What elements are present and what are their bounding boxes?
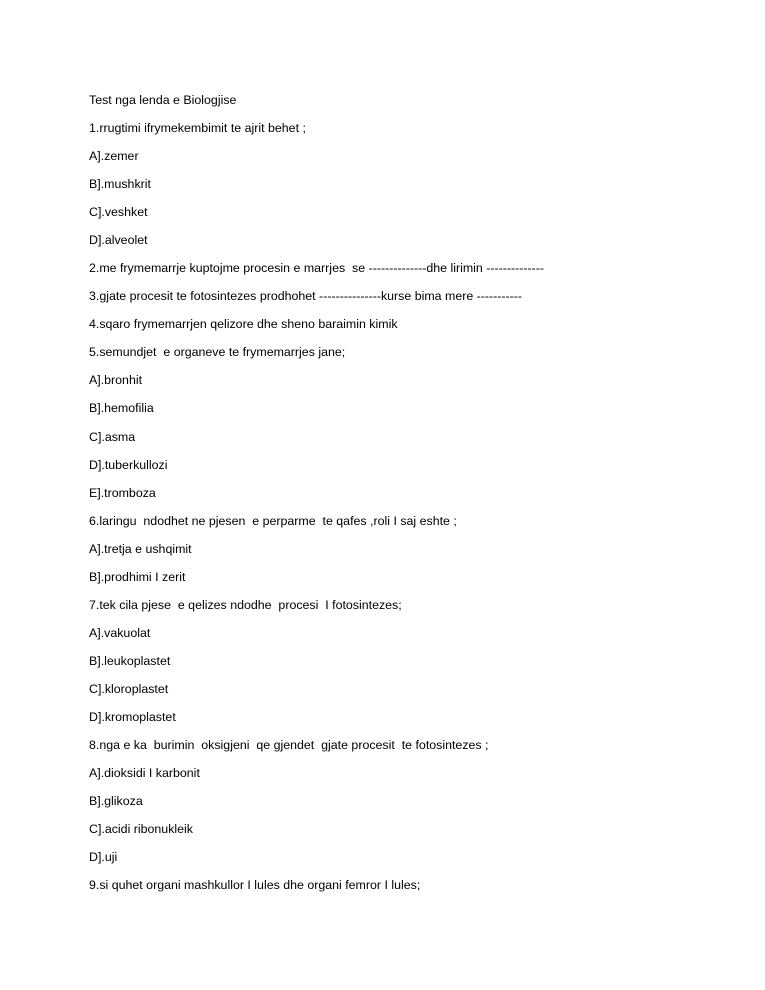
q5-option-a: A].bronhit (89, 373, 143, 387)
q5-option-b: B].hemofilia (89, 401, 154, 415)
q8-option-c: C].acidi ribonukleik (89, 822, 193, 836)
q5-option-d: D].tuberkullozi (89, 458, 168, 472)
q1-option-c: C].veshket (89, 205, 148, 219)
question-3: 3.gjate procesit te fotosintezes prodhohet ---------------kurse bima mere ----------- (89, 289, 523, 303)
q8-option-b: B].glikoza (89, 794, 143, 808)
q7-option-c: C].kloroplastet (89, 682, 169, 696)
q1-option-a: A].zemer (89, 149, 139, 163)
q7-option-a: A].vakuolat (89, 626, 151, 640)
question-4: 4.sqaro frymemarrjen qelizore dhe sheno baraimin kimik (89, 317, 398, 331)
question-1: 1.rrugtimi ifrymekembimit te ajrit behet ; (89, 121, 306, 135)
q7-option-b: B].leukoplastet (89, 654, 171, 668)
q6-option-b: B].prodhimi I zerit (89, 570, 186, 584)
q1-option-d: D].alveolet (89, 233, 148, 247)
q8-option-d: D].uji (89, 850, 118, 864)
question-8: 8.nga e ka burimin oksigjeni qe gjendet gjate procesit te fotosintezes ; (89, 738, 489, 752)
question-2: 2.me frymemarrje kuptojme procesin e marrjes se --------------dhe lirimin -------------- (89, 261, 545, 275)
q8-option-a: A].dioksidi I karbonit (89, 766, 200, 780)
question-9: 9.si quhet organi mashkullor I lules dhe organi femror I lules; (89, 878, 421, 892)
question-7: 7.tek cila pjese e qelizes ndodhe procesi I fotosintezes; (89, 598, 402, 612)
document-title: Test nga lenda e Biologjise (89, 93, 237, 107)
q5-option-c: C].asma (89, 430, 136, 444)
question-6: 6.laringu ndodhet ne pjesen e perparme te qafes ,roli I saj eshte ; (89, 514, 457, 528)
q5-option-e: E].tromboza (89, 486, 156, 500)
question-5: 5.semundjet e organeve te frymemarrjes jane; (89, 345, 346, 359)
q1-option-b: B].mushkrit (89, 177, 151, 191)
q6-option-a: A].tretja e ushqimit (89, 542, 192, 556)
q7-option-d: D].kromoplastet (89, 710, 176, 724)
